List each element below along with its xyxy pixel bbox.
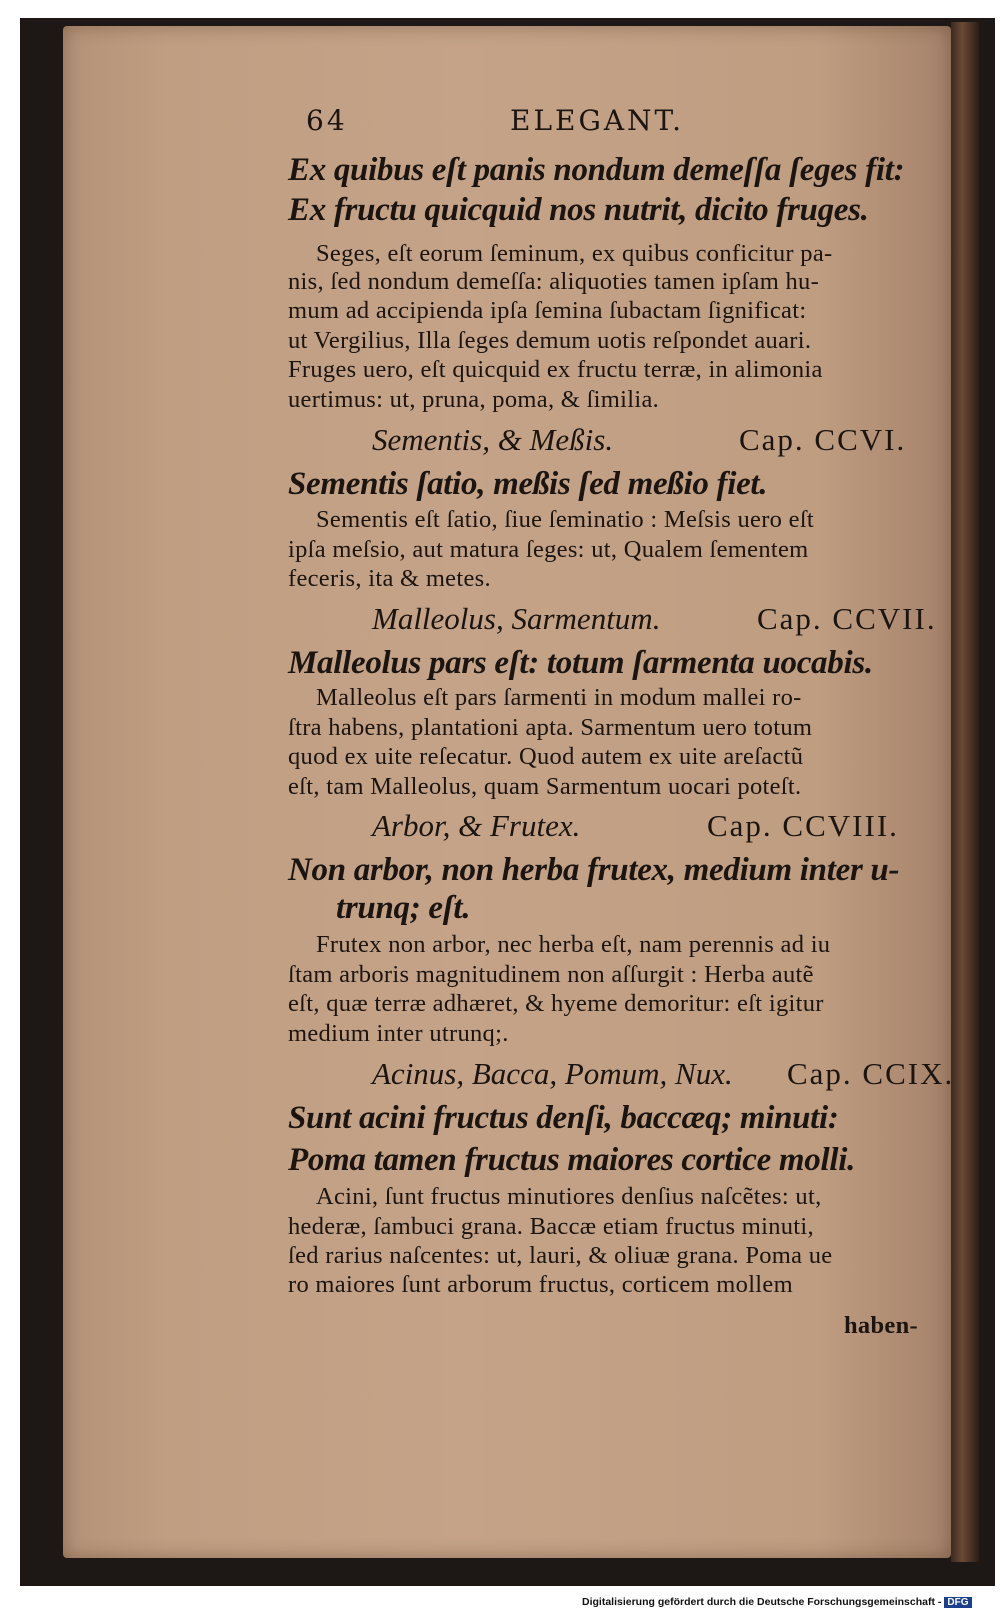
chapter-title: Arbor, & Frutex. [372,808,581,843]
prose-line: Fruges uero, eſt quicquid ex fructu terræ, in alimonia [288,356,823,383]
prose-line: medium inter utrunq;. [288,1020,509,1047]
catchword: haben- [844,1312,918,1339]
prose-line: quod ex uite reſecatur. Quod autem ex uite areſactũ [288,743,804,770]
chapter-heading [372,601,937,637]
prose-line: Seges, eſt eorum ſeminum, ex quibus conficitur pa- [316,240,833,267]
verse-line: Malleolus pars eſt: totum ſarmenta uocabis. [288,645,873,681]
digitization-credit [582,1596,994,1614]
prose-line: ro maiores ſunt arborum fructus, corticem mollem [288,1271,793,1298]
prose-line: ut Vergilius, Illa ſeges demum uotis reſpondet auari. [288,327,812,354]
prose-line: eſt, tam Malleolus, quam Sarmentum uocari poteſt. [288,773,802,800]
prose-line: feceris, ita & metes. [288,565,491,592]
prose-line: ſed rarius naſcentes: ut, lauri, & oliuæ grana. Poma ue [288,1242,833,1269]
chapter-heading [372,808,899,844]
verse-line: Sunt acini fructus denſi, baccæq; minuti: [288,1100,839,1136]
verse-line: Ex quibus eſt panis nondum demeſſa ſeges fit: [288,152,905,188]
chapter-title: Acinus, Bacca, Pomum, Nux. [372,1056,733,1091]
chapter-number: Cap. CCVI. [739,422,907,457]
verse-line: Ex fructu quicquid nos nutrit, dicito fruges. [288,192,869,228]
chapter-title: Sementis, & Meßis. [372,422,614,457]
prose-line: Acini, ſunt fructus minutiores denſius naſcẽtes: ut, [316,1183,822,1210]
verse-line: Non arbor, non herba frutex, medium inter u- [288,852,900,888]
chapter-number: Cap. CCIX. [787,1056,955,1091]
prose-line: ſtam arboris magnitudinem non aſſurgit : Herba autẽ [288,961,814,988]
running-title: ELEGANT. [510,104,685,137]
dfg-logo: DFG [944,1597,971,1608]
prose-line: eſt, quæ terræ adhæret, & hyeme demoritur: eſt igitur [288,990,824,1017]
prose-line: uertimus: ut, pruna, poma, & ſimilia. [288,386,660,413]
prose-line: hederæ, ſambuci grana. Baccæ etiam fructus minuti, [288,1213,814,1240]
chapter-number: Cap. CCVIII. [707,808,899,843]
prose-line: ipſa meſsio, aut matura ſeges: ut, Qualem ſementem [288,536,809,563]
chapter-number: Cap. CCVII. [757,601,937,636]
chapter-heading [372,422,907,458]
prose-line: mum ad accipienda ipſa ſemina ſubactam ſignificat: [288,297,807,324]
page-text [288,0,956,1618]
verse-line: trunq; eſt. [336,890,471,926]
prose-line: Malleolus eſt pars ſarmenti in modum mallei ro- [316,684,802,711]
chapter-heading [372,1056,955,1092]
verse-line: Sementis ſatio, meßis ſed meßio fiet. [288,466,768,502]
prose-line: Sementis eſt ſatio, ſiue ſeminatio : Meſsis uero eſt [316,506,815,533]
page-number: 64 [306,104,348,137]
chapter-title: Malleolus, Sarmentum. [372,601,661,636]
prose-line: Frutex non arbor, nec herba eſt, nam perennis ad iu [316,931,831,958]
prose-line: nis, ſed nondum demeſſa: aliquoties tamen ipſam hu- [288,268,820,295]
prose-line: ſtra habens, plantationi apta. Sarmentum uero totum [288,714,813,741]
verse-line: Poma tamen fructus maiores cortice molli. [288,1142,856,1178]
credit-text: Digitalisierung gefördert durch die Deutsche Forschungsgemeinschaft - [582,1596,942,1608]
